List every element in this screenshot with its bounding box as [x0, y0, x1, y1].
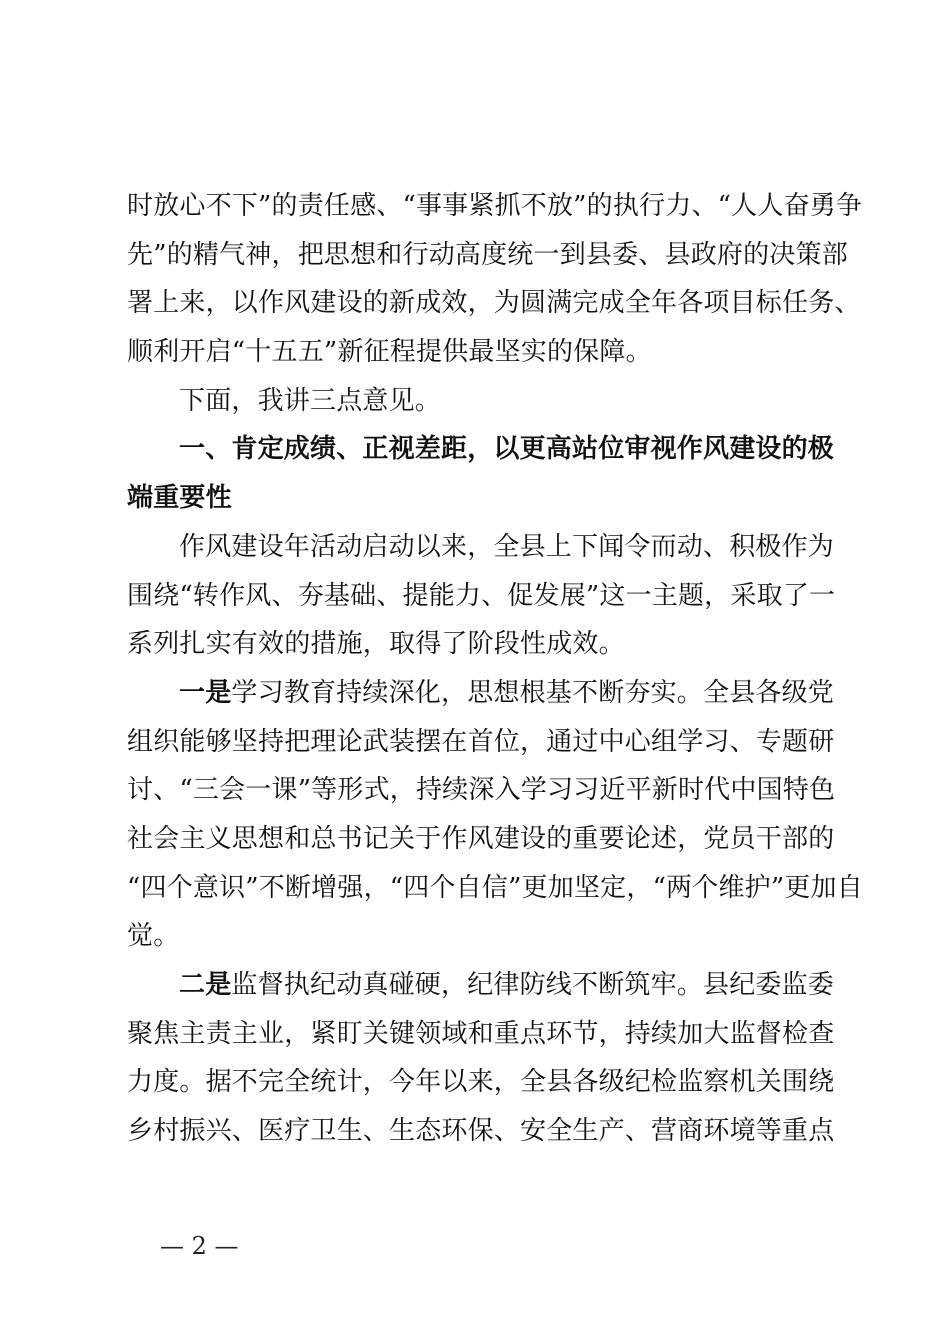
text-span: 监督执纪动真碰硬，纪律防线不断筑牢。县纪委监委: [231, 970, 835, 1000]
text-line: 乡村振兴、医疗卫生、生态环保、安全生产、营商环境等重点: [127, 1116, 835, 1147]
text-line: “四个意识”不断增强，“四个自信”更加坚定，“两个维护”更加自: [127, 872, 863, 903]
text-line: 署上来，以作风建设的新成效，为圆满完成全年各项目标任务、: [127, 288, 861, 319]
text-line: 社会主义思想和总书记关于作风建设的重要论述，党员干部的: [127, 823, 835, 854]
text-line: 围绕“转作风、夯基础、提能力、促发展”这一主题，采取了一: [127, 580, 836, 611]
page-number: — 2 —: [160, 1232, 239, 1260]
text-line: 组织能够坚持把理论武装摆在首位，通过中心组学习、专题研: [127, 726, 835, 757]
text-line: [127, 669, 837, 718]
text-line: 下面，我讲三点意见。: [179, 385, 442, 416]
text-line: 聚焦主责主业，紧盯关键领域和重点环节，持续加大监督检查: [127, 1018, 835, 1049]
text-line: [127, 961, 837, 1010]
text-line: 觉。: [127, 921, 180, 952]
lead-label: 一是: [179, 677, 232, 708]
text-line: 时放心不下”的责任感、“事事紧抓不放”的执行力、“人人奋勇争: [127, 191, 863, 221]
section-heading-line: 端重要性: [127, 483, 232, 514]
text-line: 作风建设年活动启动以来，全县上下闻令而动、积极作为: [179, 531, 835, 562]
text-line: 力度。据不完全统计，今年以来，全县各级纪检监察机关围绕: [127, 1067, 835, 1098]
text-line: 系列扎实有效的措施，取得了阶段性成效。: [127, 629, 625, 660]
section-heading-line: 一、肯定成绩、正视差距，以更高站位审视作风建设的极: [179, 434, 835, 465]
text-span: 学习教育持续深化，思想根基不断夯实。全县各级党: [231, 677, 835, 708]
text-line: 顺利开启“十五五”新征程提供最坚实的保障。: [127, 337, 652, 368]
text-line: 先”的精气神，把思想和行动高度统一到县委、县政府的决策部: [127, 239, 848, 270]
body-text: [127, 182, 863, 1156]
lead-label: 二是: [179, 970, 232, 1000]
text-line: 讨、“三会一课”等形式，持续深入学习习近平新时代中国特色: [127, 775, 836, 806]
